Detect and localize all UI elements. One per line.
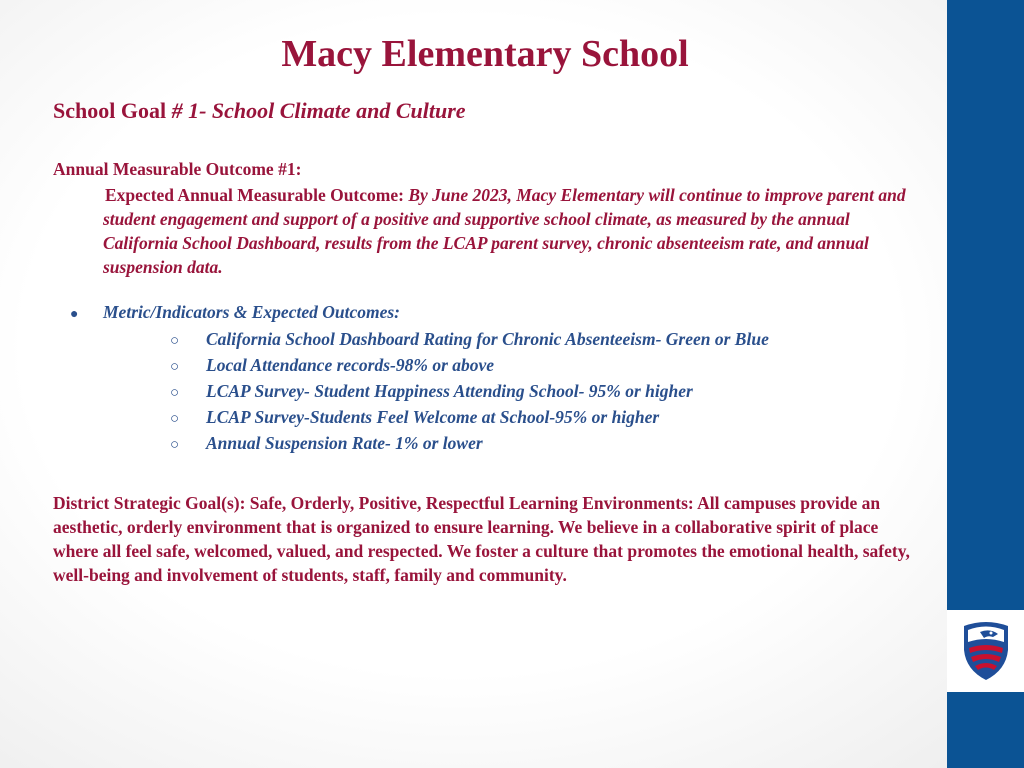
list-item xyxy=(70,431,769,457)
sub-bullet-marker: ○ xyxy=(170,333,180,349)
page-title: Macy Elementary School xyxy=(281,33,689,75)
metric-text: LCAP Survey- Student Happiness Attending School- 95% or higher xyxy=(206,381,693,401)
school-goal-heading xyxy=(53,98,466,124)
list-item xyxy=(70,327,769,353)
sub-bullet-marker: ○ xyxy=(170,385,180,401)
goal-number: # 1- xyxy=(171,98,207,123)
metrics-heading-row xyxy=(70,300,769,327)
bullet-marker: ● xyxy=(70,307,79,322)
amo-heading: Annual Measurable Outcome #1: xyxy=(53,159,302,179)
goal-label: School Goal xyxy=(53,98,167,123)
metrics-heading: Metric/Indicators & Expected Outcomes: xyxy=(103,302,400,322)
amo-paragraph xyxy=(103,183,913,279)
sub-bullet-marker: ○ xyxy=(170,411,180,427)
metric-text: Annual Suspension Rate- 1% or lower xyxy=(206,433,483,453)
list-item xyxy=(70,379,769,405)
metrics-section xyxy=(70,300,769,457)
amo-label: Expected Annual Measurable Outcome: xyxy=(105,185,404,205)
district-logo xyxy=(947,610,1024,692)
sub-bullet-marker: ○ xyxy=(170,437,180,453)
metric-text: Local Attendance records-98% or above xyxy=(206,355,495,375)
eagle-shield-logo-icon xyxy=(960,620,1012,682)
list-item xyxy=(70,353,769,379)
sidebar-band xyxy=(947,0,1024,768)
metric-text: LCAP Survey-Students Feel Welcome at School-95% or higher xyxy=(206,407,660,427)
amo-text: By June 2023, Macy Elementary will continue to improve parent and student engagement and support of a positive and supportive school climate, as measured by the annual California School Dashboard, results from the LCAP parent survey, chronic absenteeism rate, and annual suspension data. xyxy=(103,185,906,277)
district-strategic-goal: District Strategic Goal(s): Safe, Orderly, Positive, Respectful Learning Environments: All campuses provide an aesthetic, orderly environment that is organized to ensure learning. We believe in a collaborative spirit of place where all feel safe, welcomed, valued, and respected. We foster a culture that promotes the emotional health, safety, well-being and involvement of students, staff, family and community. xyxy=(53,493,910,585)
goal-name: School Climate and Culture xyxy=(211,98,466,123)
list-item xyxy=(70,405,769,431)
metrics-list xyxy=(70,327,769,457)
sub-bullet-marker: ○ xyxy=(170,359,180,375)
metric-text: California School Dashboard Rating for Chronic Absenteeism- Green or Blue xyxy=(206,329,769,349)
